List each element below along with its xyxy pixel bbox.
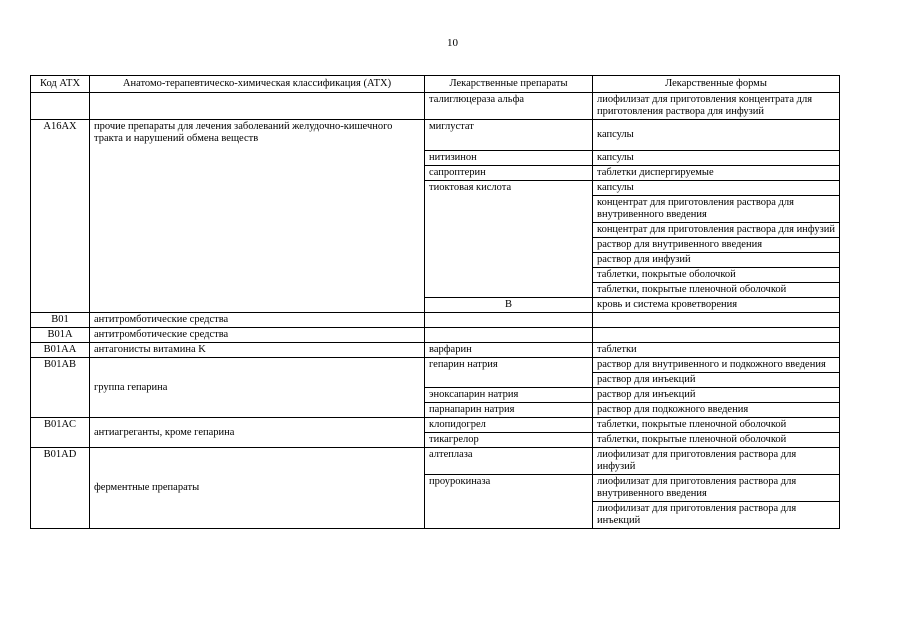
drug-cell: проурокиназа [425, 475, 593, 529]
form-cell-empty [593, 313, 840, 328]
form-cell: раствор для внутривенного и подкожного введения [593, 358, 840, 373]
classification-cell: группа гепарина [90, 358, 425, 418]
classification-cell: антитромботические средства [90, 328, 425, 343]
table-row [31, 120, 840, 151]
drug-cell: тиоктовая кислота [425, 181, 593, 298]
table-row [31, 418, 840, 433]
drug-cell: алтеплаза [425, 448, 593, 475]
header-code: Код АТХ [31, 76, 90, 93]
header-drugs: Лекарственные препараты [425, 76, 593, 93]
header-forms: Лекарственные формы [593, 76, 840, 93]
drug-cell: нитизинон [425, 151, 593, 166]
form-cell: раствор для подкожного введения [593, 403, 840, 418]
form-cell: раствор для инъекций [593, 373, 840, 388]
drug-cell: клопидогрел [425, 418, 593, 433]
code-cell: B01A [31, 328, 90, 343]
code-cell: B [425, 298, 593, 313]
classification-cell: антагонисты витамина K [90, 343, 425, 358]
classification-cell: антиагреганты, кроме гепарина [90, 418, 425, 448]
form-cell: раствор для инъекций [593, 388, 840, 403]
code-cell: B01AD [31, 448, 90, 529]
form-cell-empty [593, 328, 840, 343]
atx-table [30, 75, 840, 529]
form-cell: лиофилизат для приготовления концентрата для приготовления раствора для инфузий [593, 93, 840, 120]
form-cell: таблетки [593, 343, 840, 358]
page-number: 10 [447, 37, 458, 49]
form-cell: капсулы [593, 151, 840, 166]
table-row [31, 313, 840, 328]
code-cell: A16AX [31, 120, 90, 313]
table-row [31, 358, 840, 373]
form-cell: таблетки диспергируемые [593, 166, 840, 181]
form-cell: лиофилизат для приготовления раствора для инъекций [593, 502, 840, 529]
form-cell: концентрат для приготовления раствора для инфузий [593, 223, 840, 238]
form-cell: лиофилизат для приготовления раствора для внутривенного введения [593, 475, 840, 502]
classification-cell: антитромботические средства [90, 313, 425, 328]
drug-cell: парнапарин натрия [425, 403, 593, 418]
classification-cell-empty [90, 93, 425, 120]
code-cell-empty [31, 93, 90, 120]
code-cell: B01 [31, 313, 90, 328]
table-row [31, 343, 840, 358]
drug-cell-empty [425, 328, 593, 343]
table-header-row [31, 76, 840, 93]
form-cell: таблетки, покрытые пленочной оболочкой [593, 283, 840, 298]
form-cell: лиофилизат для приготовления раствора для инфузий [593, 448, 840, 475]
drug-cell: талиглюцераза альфа [425, 93, 593, 120]
form-cell: раствор для внутривенного введения [593, 238, 840, 253]
code-cell: B01AA [31, 343, 90, 358]
header-classification: Анатомо-терапевтическо-химическая классификация (АТХ) [90, 76, 425, 93]
drug-cell-empty [425, 313, 593, 328]
table-row [31, 448, 840, 475]
form-cell: капсулы [593, 181, 840, 196]
code-cell: B01AB [31, 358, 90, 418]
drug-cell: варфарин [425, 343, 593, 358]
drug-cell: сапроптерин [425, 166, 593, 181]
drug-cell: эноксапарин натрия [425, 388, 593, 403]
table-row [31, 328, 840, 343]
drug-cell: миглустат [425, 120, 593, 151]
form-cell: капсулы [593, 120, 840, 151]
form-cell: раствор для инфузий [593, 253, 840, 268]
code-cell: B01AC [31, 418, 90, 448]
classification-cell: прочие препараты для лечения заболеваний желудочно-кишечного тракта и нарушений обмена веществ [90, 120, 425, 313]
classification-cell: ферментные препараты [90, 448, 425, 529]
form-cell: таблетки, покрытые пленочной оболочкой [593, 433, 840, 448]
drug-cell: гепарин натрия [425, 358, 593, 388]
drug-cell: тикагрелор [425, 433, 593, 448]
form-cell: таблетки, покрытые пленочной оболочкой [593, 418, 840, 433]
form-cell: концентрат для приготовления раствора для внутривенного введения [593, 196, 840, 223]
form-cell: таблетки, покрытые оболочкой [593, 268, 840, 283]
classification-cell: кровь и система кроветворения [593, 298, 840, 313]
table-row [31, 93, 840, 120]
